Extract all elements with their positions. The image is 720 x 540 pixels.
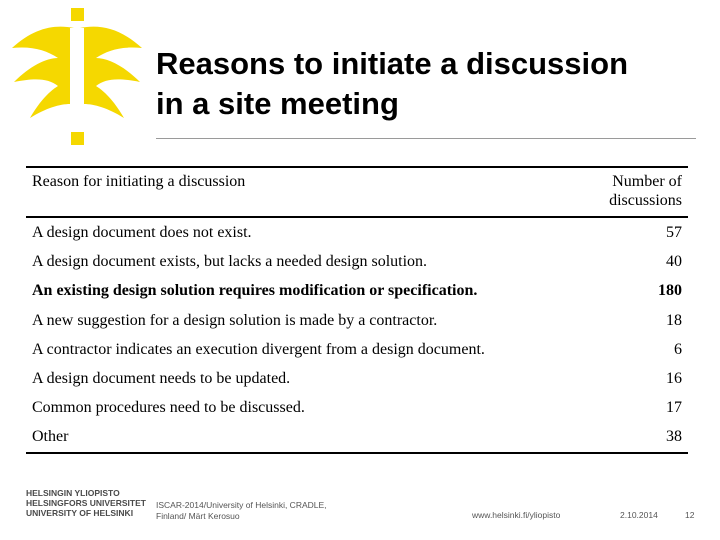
- count-cell: 16: [666, 370, 682, 388]
- slide-title: [156, 44, 696, 124]
- university-name-english: UNIVERSITY OF HELSINKI: [26, 508, 134, 518]
- table-row: [26, 393, 688, 422]
- reason-column-header: Reason for initiating a discussion: [32, 173, 246, 190]
- count-header-line-1: Number of: [612, 173, 682, 190]
- count-cell: 180: [658, 282, 682, 300]
- discussion-reasons-table: [26, 166, 688, 454]
- count-cell: 6: [674, 340, 682, 358]
- page-number: 12: [685, 510, 695, 520]
- reason-cell: A new suggestion for a design solution is made by a contractor.: [32, 311, 438, 329]
- table-row: [26, 306, 688, 335]
- university-name-finnish: HELSINGIN YLIOPISTO: [26, 488, 120, 498]
- table-row: [26, 247, 688, 276]
- count-cell: 18: [666, 311, 682, 329]
- reason-cell: An existing design solution requires modification or specification.: [32, 282, 478, 300]
- reason-cell: A design document needs to be updated.: [32, 370, 291, 388]
- count-cell: 57: [666, 224, 682, 242]
- table-row: [26, 422, 688, 452]
- count-header-line-2: discussions: [609, 192, 682, 209]
- table-row-highlighted: [26, 276, 688, 305]
- table-header-row: [26, 167, 688, 217]
- university-flame-logo: [6, 6, 146, 146]
- slide-footer: [0, 486, 720, 526]
- conference-credit-line-1: ISCAR-2014/University of Helsinki, CRADLE,: [156, 500, 327, 510]
- university-name-swedish: HELSINGFORS UNIVERSITET: [26, 498, 146, 508]
- table-row: [26, 217, 688, 247]
- table-row: [26, 335, 688, 364]
- title-divider: [156, 138, 696, 139]
- slide-date: 2.10.2014: [620, 510, 658, 520]
- reason-cell: Common procedures need to be discussed.: [32, 399, 305, 417]
- university-url: www.helsinki.fi/yliopisto: [472, 510, 561, 520]
- reason-cell: A design document exists, but lacks a needed design solution.: [32, 253, 428, 271]
- count-cell: 40: [666, 253, 682, 271]
- count-cell: 17: [666, 399, 682, 417]
- slide-title-line-2: in a site meeting: [156, 86, 399, 121]
- reason-cell: Other: [32, 428, 69, 446]
- count-column-header: [586, 167, 688, 217]
- reason-cell: A contractor indicates an execution divergent from a design document.: [32, 340, 485, 358]
- conference-credit: [156, 500, 327, 522]
- university-name: [26, 488, 146, 518]
- count-cell: 38: [666, 428, 682, 446]
- reason-cell: A design document does not exist.: [32, 224, 252, 242]
- table-row: [26, 364, 688, 393]
- conference-credit-line-2: Finland/ Märt Kerosuo: [156, 511, 240, 521]
- slide-title-line-1: Reasons to initiate a discussion: [156, 46, 629, 81]
